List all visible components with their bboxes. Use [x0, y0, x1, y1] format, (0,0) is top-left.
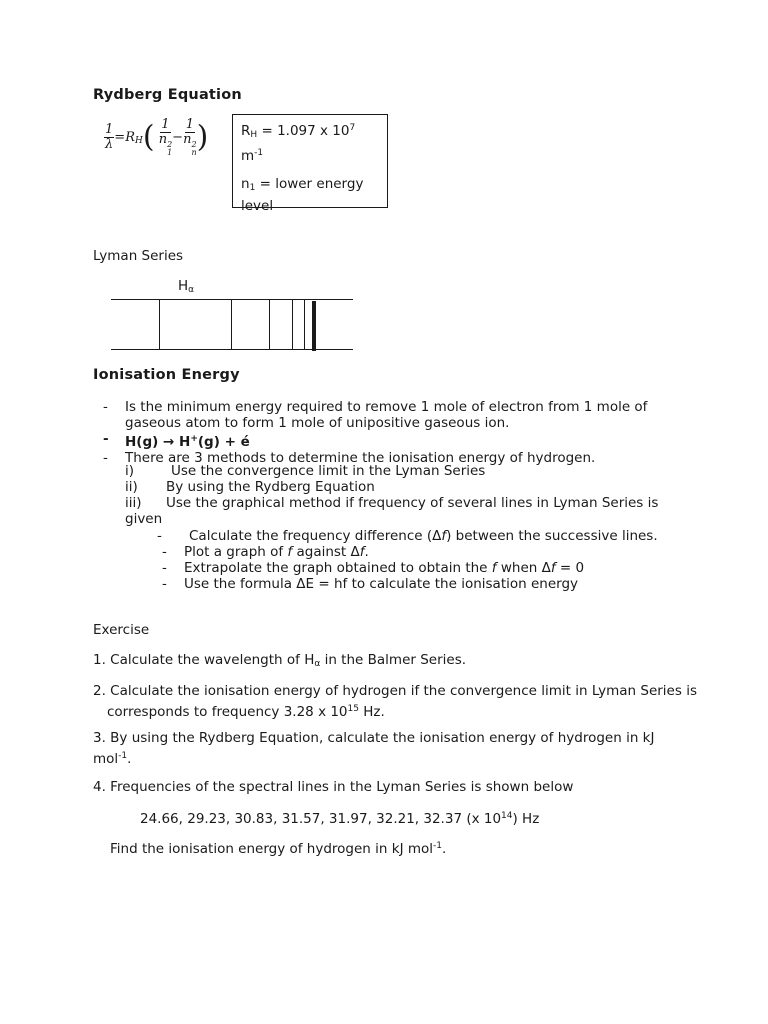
page-title: Rydberg Equation — [93, 87, 242, 103]
spectral-line — [159, 299, 160, 349]
definition-bullet: - Is the minimum energy required to remove 1 mole of electron from 1 mole of gaseous atom to form 1 mole of unipositive gaseous ion. — [103, 399, 648, 431]
formula-open-paren: ( — [142, 119, 155, 155]
methods-bullet: - There are 3 methods to determine the ionisation energy of hydrogen. — [103, 450, 596, 466]
formula-minus: − — [172, 129, 184, 145]
spectrum-bottom-border — [111, 349, 353, 350]
rh-constant: $R_H = 1.097$ x $10^7$ $m^{-1}$ — [241, 123, 356, 164]
graphical-steps — [157, 528, 674, 592]
exercise-question-2: 2. Calculate the ionisation energy of hydrogen if the convergence limit in Lyman Series is corresponds to frequency 3.28 x $10^{15}$ Hz. — [93, 683, 697, 720]
exercise-question-4: 4. Frequencies of the spectral lines in the Lyman Series is shown below — [93, 779, 574, 795]
h-alpha-label: $H_\alpha$ — [178, 278, 195, 295]
method-item: i) Use the convergence limit in the Lyman Series — [125, 463, 486, 479]
equation-bullet: - H(g) → H+(g) + é — [103, 431, 250, 450]
spectral-line — [269, 299, 270, 349]
method-item: iii) Use the graphical method if frequency of several lines in Lyman Series is given — [125, 495, 659, 527]
formula-rh: R — [125, 129, 135, 145]
methods-list — [125, 463, 685, 527]
step-item: - Plot a graph of f against Δf. — [162, 544, 369, 560]
step-item: - Extrapolate the graph obtained to obtain the f when Δf = 0 — [162, 560, 585, 576]
formula-term1: 1 n 2 1 — [158, 117, 173, 157]
ionisation-notes — [103, 399, 685, 466]
rydberg-formula: $\frac{1}{\lambda}$ $=R_H$( 1 n 2 1 − 1 n 2 n ) — [105, 117, 209, 157]
exercise-heading: Exercise — [93, 622, 150, 638]
step-item: - Use the formula ΔE = hf to calculate the ionisation energy — [162, 576, 579, 592]
exercise-question-1: 1. Calculate the wavelength of $H_\alpha$ in the Balmer Series. — [93, 652, 467, 669]
constants-box — [232, 114, 388, 214]
spectral-line — [231, 299, 232, 349]
spectral-line — [292, 299, 293, 349]
lyman-frequencies: 24.66, 29.23, 30.83, 31.57, 31.97, 32.21, 32.37 (x $10^{14}$) Hz — [140, 811, 540, 827]
lyman-series-label: Lyman Series — [93, 248, 184, 264]
formula-lhs: $\frac{1}{\lambda}$ — [105, 122, 114, 152]
formula-term2: 1 n 2 n — [183, 117, 197, 157]
spectral-line — [304, 299, 305, 349]
formula-close-paren: ) — [196, 119, 209, 155]
formula-equals: = — [114, 129, 126, 145]
exercise-question-3: 3. By using the Rydberg Equation, calculate the ionisation energy of hydrogen in kJ mol$^{-1}$. — [93, 730, 655, 767]
ionisation-energy-heading: Ionisation Energy — [93, 367, 240, 383]
method-item: ii) By using the Rydberg Equation — [125, 479, 375, 495]
spectrum-top-border — [111, 299, 353, 300]
exercise-question-4-find: Find the ionisation energy of hydrogen in kJ mol$^{-1}$. — [110, 841, 447, 857]
step-item: - Calculate the frequency difference (Δf) between the successive lines. — [157, 528, 658, 544]
convergence-limit-line — [312, 301, 316, 351]
n1-definition: $n_1$ = lower energy level — [241, 176, 364, 214]
